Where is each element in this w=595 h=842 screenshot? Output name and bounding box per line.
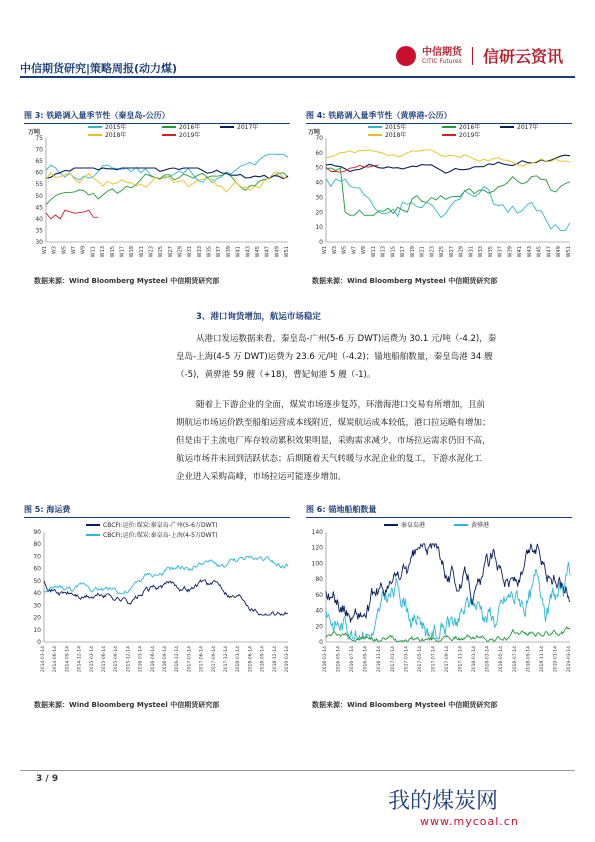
- report-header-title: 中信期货研究|策略周报(动力煤): [20, 62, 178, 75]
- legend-swatch: [88, 134, 102, 136]
- fig6-caption: 图 6: 锚地船舶数量: [306, 504, 572, 518]
- fig3-xtick: W27: [167, 246, 174, 258]
- fig6-xtick: 2017-01-14: [390, 646, 396, 673]
- p2-line-3: 但是由于主流电厂库存较动累积效果明显，采购需求减少，市场拉运需求仍旧不高，: [176, 436, 491, 446]
- fig3-xtick: W15: [109, 246, 116, 258]
- fig3-xtick: W31: [187, 246, 194, 258]
- fig3-xtick: W51: [284, 246, 290, 258]
- fig4-chart: [304, 122, 576, 266]
- legend-label: 秦皇岛港: [401, 522, 426, 529]
- fig5-ytick: 60: [33, 565, 41, 573]
- fig4-legend-item: [442, 130, 480, 139]
- fig4-xtick: W3: [331, 246, 338, 255]
- fig5-xtick: 2017-12-14: [224, 646, 229, 673]
- legend-label: 2016年: [179, 124, 201, 131]
- fig3-unit: 万吨: [28, 129, 41, 136]
- fig4-series-line-0: [326, 179, 570, 231]
- fig6-xtick: 2017-07-14: [431, 646, 437, 673]
- fig6-ytick: 0: [319, 639, 323, 646]
- fig4-ytick: 20: [315, 209, 323, 217]
- fig6-xtick: 2019-03-14: [567, 646, 572, 673]
- fig4-xtick: W41: [517, 246, 524, 258]
- fig3-xtick: W47: [264, 246, 271, 258]
- page-number: 3 / 9: [36, 774, 59, 784]
- fig4-xtick: W19: [409, 246, 416, 258]
- fig3-xtick: W17: [119, 246, 126, 258]
- fig3-xtick: W45: [254, 246, 261, 258]
- fig3-legend-item: [220, 122, 258, 131]
- fig5-xtick: 2017-09-14: [211, 646, 217, 673]
- fig6-ytick: 120: [311, 544, 323, 552]
- fig3-xtick: W3: [51, 246, 58, 255]
- legend-swatch: [162, 134, 176, 136]
- fig4-caption: 图 4: 铁路调入量季节性（黄骅港-公历）: [306, 110, 572, 124]
- fig6-xtick: 2017-09-14: [445, 646, 450, 673]
- fig3-xtick: W25: [158, 246, 165, 258]
- legend-label: 2015年: [385, 124, 407, 131]
- fig5-xtick: 2015-09-14: [114, 646, 120, 673]
- legend-label: CBCFI:运价:煤炭:秦皇岛-上海(4-5万DWT): [103, 532, 218, 539]
- fig4-xtick: W9: [361, 246, 368, 255]
- fig5-xtick: 2018-12-14: [272, 646, 278, 673]
- fig4-xtick: W31: [468, 246, 475, 258]
- fig3-ytick: 45: [35, 204, 43, 212]
- fig5-xtick: 2016-06-14: [150, 646, 156, 673]
- legend-label: 2016年: [459, 124, 481, 131]
- fig3-ytick: 40: [35, 215, 43, 223]
- fig5-ytick: 0: [37, 639, 41, 646]
- fig5-legend-item: [86, 520, 218, 529]
- fig3-source: 数据来源：Wind Bloomberg Mysteel 中信期货研究部: [34, 277, 220, 285]
- fig5-xtick: 2017-06-14: [199, 646, 205, 673]
- fig5-xtick: 2018-09-14: [260, 646, 266, 673]
- fig6-ytick: 100: [311, 560, 323, 568]
- fig3-xtick: W35: [206, 246, 213, 258]
- fig3-ytick: 65: [35, 158, 43, 166]
- fig4-xtick: W1: [322, 246, 328, 255]
- fig4-ytick: 60: [315, 149, 323, 157]
- fig5-ytick: 80: [33, 541, 41, 549]
- fig6-ytick: 60: [315, 591, 323, 599]
- fig5-xtick: 2016-09-14: [163, 646, 168, 673]
- legend-label: 2018年: [385, 132, 407, 139]
- fig4-series-line-2: [326, 155, 570, 173]
- fig4-xtick: W33: [478, 246, 485, 258]
- fig5-xtick: 2014-06-14: [53, 646, 59, 673]
- fig3-xtick: W41: [235, 246, 242, 258]
- fig5-source: 数据来源：Wind Bloomberg Mysteel 中信期货研究部: [34, 701, 220, 709]
- fig3-ytick: 75: [35, 135, 43, 142]
- p2-line-2: 期航运市场运价跌至船舶运营成本线附近，煤炭航运成本较低，港口拉运略有增加；: [176, 418, 491, 428]
- fig4-xtick: W15: [390, 246, 397, 258]
- fig5-xtick: 2017-03-14: [187, 646, 193, 673]
- legend-label: 黄骅港: [471, 522, 490, 529]
- fig6-xtick: 2018-11-14: [539, 646, 545, 673]
- fig5-ytick: 10: [33, 626, 41, 634]
- fig6-xtick: 2018-07-14: [512, 646, 518, 673]
- fig4-xtick: W21: [419, 246, 426, 258]
- fig6-svg: [304, 518, 576, 686]
- fig4-ytick: 0: [319, 239, 323, 246]
- fig4-xtick: W39: [507, 246, 514, 258]
- p2-line-4: 航运市场并未回到活跃状态；后期随着天气转暖与水泥企业的复工，下游水泥化工: [176, 454, 483, 464]
- brand-text: 信研云资讯: [483, 47, 564, 66]
- fig6-chart: [304, 518, 576, 686]
- fig6-xtick: 2016-03-14: [323, 646, 328, 673]
- fig4-xtick: W7: [351, 246, 358, 255]
- fig5-ytick: 30: [33, 602, 41, 610]
- fig5-xtick: 2014-09-14: [65, 646, 71, 673]
- fig3-xtick: W39: [225, 246, 232, 258]
- legend-swatch: [220, 126, 234, 128]
- fig4-xtick: W13: [380, 246, 387, 258]
- fig4-xtick: W35: [487, 246, 494, 258]
- fig6-xtick: 2016-05-14: [336, 646, 342, 673]
- fig3-ytick: 50: [35, 192, 43, 200]
- fig3-xtick: W13: [100, 246, 107, 258]
- fig3-xtick: W11: [90, 246, 97, 258]
- paragraph-2: [176, 396, 572, 486]
- fig3-xtick: W23: [148, 246, 155, 258]
- fig6-legend-item: [384, 520, 425, 529]
- legend-swatch: [162, 126, 176, 128]
- fig4-xtick: W11: [370, 246, 377, 258]
- fig6-xtick: 2016-09-14: [363, 646, 369, 673]
- p1-line-3: （-5)，黄骅港 59 艘（+18)，曹妃甸港 5 艘（-1)。: [176, 370, 376, 380]
- p2-line-1: 随着上下游企业的全面，煤炭市场逐步复苏，环渤海港口交易有所增加，且前: [196, 400, 486, 410]
- fig5-xtick: 2015-12-14: [126, 646, 132, 673]
- fig5-ytick: 70: [33, 553, 41, 561]
- fig4-xtick: W5: [341, 246, 348, 255]
- fig6-xtick: 2019-01-14: [553, 646, 559, 673]
- fig5-xtick: 2015-06-14: [102, 646, 107, 673]
- fig5-xtick: 2015-03-14: [89, 646, 95, 673]
- fig3-xtick: W1: [42, 246, 48, 255]
- fig6-xtick: 2017-05-14: [417, 646, 423, 673]
- legend-swatch: [500, 126, 514, 128]
- citic-logo-icon: [396, 46, 416, 66]
- legend-label: 2017年: [237, 124, 259, 131]
- logo-divider: [472, 47, 473, 65]
- legend-swatch: [88, 126, 102, 128]
- p2-line-5: 企业进入采购高峰，市场拉运可能逐步增加。: [176, 472, 347, 482]
- fig4-xtick: W47: [546, 245, 553, 258]
- fig4-ytick: 10: [315, 224, 323, 232]
- watermark-text: 我的煤炭网: [388, 789, 499, 814]
- section-title: 3、港口询货增加，航运市场稳定: [196, 312, 321, 322]
- legend-label: 2019年: [459, 132, 481, 139]
- legend-swatch: [86, 524, 100, 526]
- legend-label: 2019年: [179, 132, 201, 139]
- legend-swatch: [384, 524, 398, 526]
- fig3-ytick: 35: [35, 227, 43, 235]
- fig6-xtick: 2018-01-14: [472, 646, 478, 673]
- watermark: [388, 784, 519, 828]
- fig6-series-line-0: [326, 562, 570, 639]
- fig6-source: 数据来源：Wind Bloomberg Mysteel 中信期货研究部: [312, 701, 498, 709]
- logo-en-text: CITIC Futures: [422, 57, 462, 65]
- fig3-xtick: W21: [138, 246, 145, 258]
- legend-swatch: [442, 134, 456, 136]
- fig3-xtick: W5: [61, 246, 68, 255]
- fig3-xtick: W49: [274, 246, 281, 258]
- fig4-xtick: W17: [400, 246, 407, 258]
- fig4-ytick: 50: [315, 164, 323, 172]
- legend-swatch: [368, 126, 382, 128]
- p1-line-1: 从港口发运数据来看，秦皇岛-广州(5-6 万 DWT)运费为 30.1 元/吨（-4.2)，秦: [196, 334, 497, 344]
- fig6-xtick: 2016-07-14: [350, 646, 356, 673]
- fig5-xtick: 2016-03-14: [138, 646, 144, 673]
- fig6-xtick: 2017-11-14: [458, 646, 464, 673]
- fig4-xtick: W49: [556, 246, 563, 258]
- fig6-xtick: 2018-05-14: [499, 646, 505, 673]
- fig4-xtick: W45: [536, 246, 543, 258]
- fig6-xtick: 2017-03-14: [404, 646, 410, 673]
- fig5-xtick: 2014-12-14: [77, 646, 83, 673]
- legend-swatch: [442, 126, 456, 128]
- legend-swatch: [86, 534, 100, 536]
- fig5-xtick: 2018-06-14: [248, 646, 254, 673]
- fig3-svg: [24, 122, 294, 266]
- fig5-xtick: 2016-12-14: [175, 646, 181, 673]
- fig4-unit: 万吨: [308, 129, 321, 136]
- fig5-svg: [24, 518, 294, 686]
- fig3-series-line-3: [46, 173, 288, 193]
- fig4-xtick: W27: [448, 246, 455, 258]
- legend-label: 2018年: [105, 132, 127, 139]
- logo-cn-text: 中信期货: [422, 46, 462, 58]
- fig6-ytick: 140: [311, 529, 323, 536]
- fig3-legend-item: [162, 130, 200, 139]
- fig3-xtick: W9: [80, 246, 87, 255]
- fig5-ytick: 40: [33, 590, 41, 598]
- fig4-svg: [304, 122, 576, 266]
- fig5-xtick: 2018-03-14: [236, 646, 242, 673]
- fig4-legend-item: [500, 122, 538, 131]
- fig5-chart: [24, 518, 294, 686]
- footer-rule: [20, 770, 575, 771]
- fig5-legend-item: [86, 530, 218, 539]
- fig5-ytick: 90: [33, 529, 41, 536]
- header-rule: [20, 76, 575, 78]
- legend-swatch: [368, 134, 382, 136]
- fig5-xtick: 2014-03-14: [41, 646, 46, 673]
- fig3-ytick: 60: [35, 169, 43, 177]
- fig3-legend-item: [88, 130, 126, 139]
- fig6-ytick: 80: [315, 576, 323, 584]
- fig4-xtick: W29: [458, 246, 465, 258]
- p1-line-2: 皇岛-上海(4-5 万 DWT)运费为 23.6 元/吨（-4.2)；锚地船舶数量，秦皇岛港 34 艘: [176, 352, 493, 362]
- fig4-series-line-3: [326, 150, 570, 166]
- fig6-ytick: 20: [315, 623, 323, 631]
- fig4-ytick: 70: [315, 135, 323, 142]
- fig4-xtick: W37: [497, 246, 504, 258]
- fig6-xtick: 2016-11-14: [377, 646, 383, 673]
- fig6-xtick: 2018-09-14: [526, 646, 532, 673]
- fig6-legend-item: [454, 520, 489, 529]
- fig3-chart: [24, 122, 294, 266]
- fig3-xtick: W7: [71, 246, 78, 255]
- fig6-ytick: 40: [315, 607, 323, 615]
- fig4-xtick: W23: [429, 246, 436, 258]
- fig3-xtick: W43: [245, 246, 252, 258]
- fig5-ytick: 20: [33, 614, 41, 622]
- fig3-xtick: W29: [177, 246, 184, 258]
- fig5-caption: 图 5: 海运费: [24, 504, 290, 518]
- fig4-ytick: 30: [315, 194, 323, 202]
- legend-label: CBCFI:运价:煤炭:秦皇岛-广州(5-6万DWT): [103, 522, 218, 529]
- watermark-url: www.mycoal.cn: [420, 815, 519, 828]
- fig3-ytick: 70: [35, 146, 43, 154]
- fig5-series-line-1: [44, 556, 288, 593]
- fig5-series-line-0: [44, 580, 288, 615]
- fig6-series-line-1: [326, 544, 570, 623]
- paragraph-1: [176, 330, 572, 384]
- fig4-source: 数据来源：Wind Bloomberg Mysteel 中信期货研究部: [312, 277, 498, 285]
- fig5-xtick: 2019-03-14: [285, 646, 290, 673]
- legend-swatch: [454, 524, 468, 526]
- fig6-xtick: 2018-03-14: [485, 646, 491, 673]
- fig3-ytick: 30: [35, 239, 43, 246]
- fig3-xtick: W19: [129, 246, 136, 258]
- fig4-series-line-1: [326, 168, 570, 215]
- fig4-xtick: W51: [566, 246, 572, 258]
- fig4-ytick: 40: [315, 179, 323, 187]
- header-logo: [396, 44, 563, 67]
- legend-label: 2017年: [517, 124, 539, 131]
- fig3-caption: 图 3: 铁路调入量季节性（秦皇岛-公历）: [24, 110, 290, 124]
- legend-label: 2015年: [105, 124, 127, 131]
- fig4-legend-item: [368, 130, 406, 139]
- fig4-xtick: W43: [526, 246, 533, 258]
- fig3-ytick: 55: [35, 181, 43, 189]
- fig3-xtick: W37: [216, 246, 223, 258]
- fig3-series-line-4: [46, 210, 98, 219]
- fig4-xtick: W25: [439, 246, 446, 258]
- fig5-ytick: 50: [33, 577, 41, 585]
- fig3-xtick: W33: [196, 246, 203, 258]
